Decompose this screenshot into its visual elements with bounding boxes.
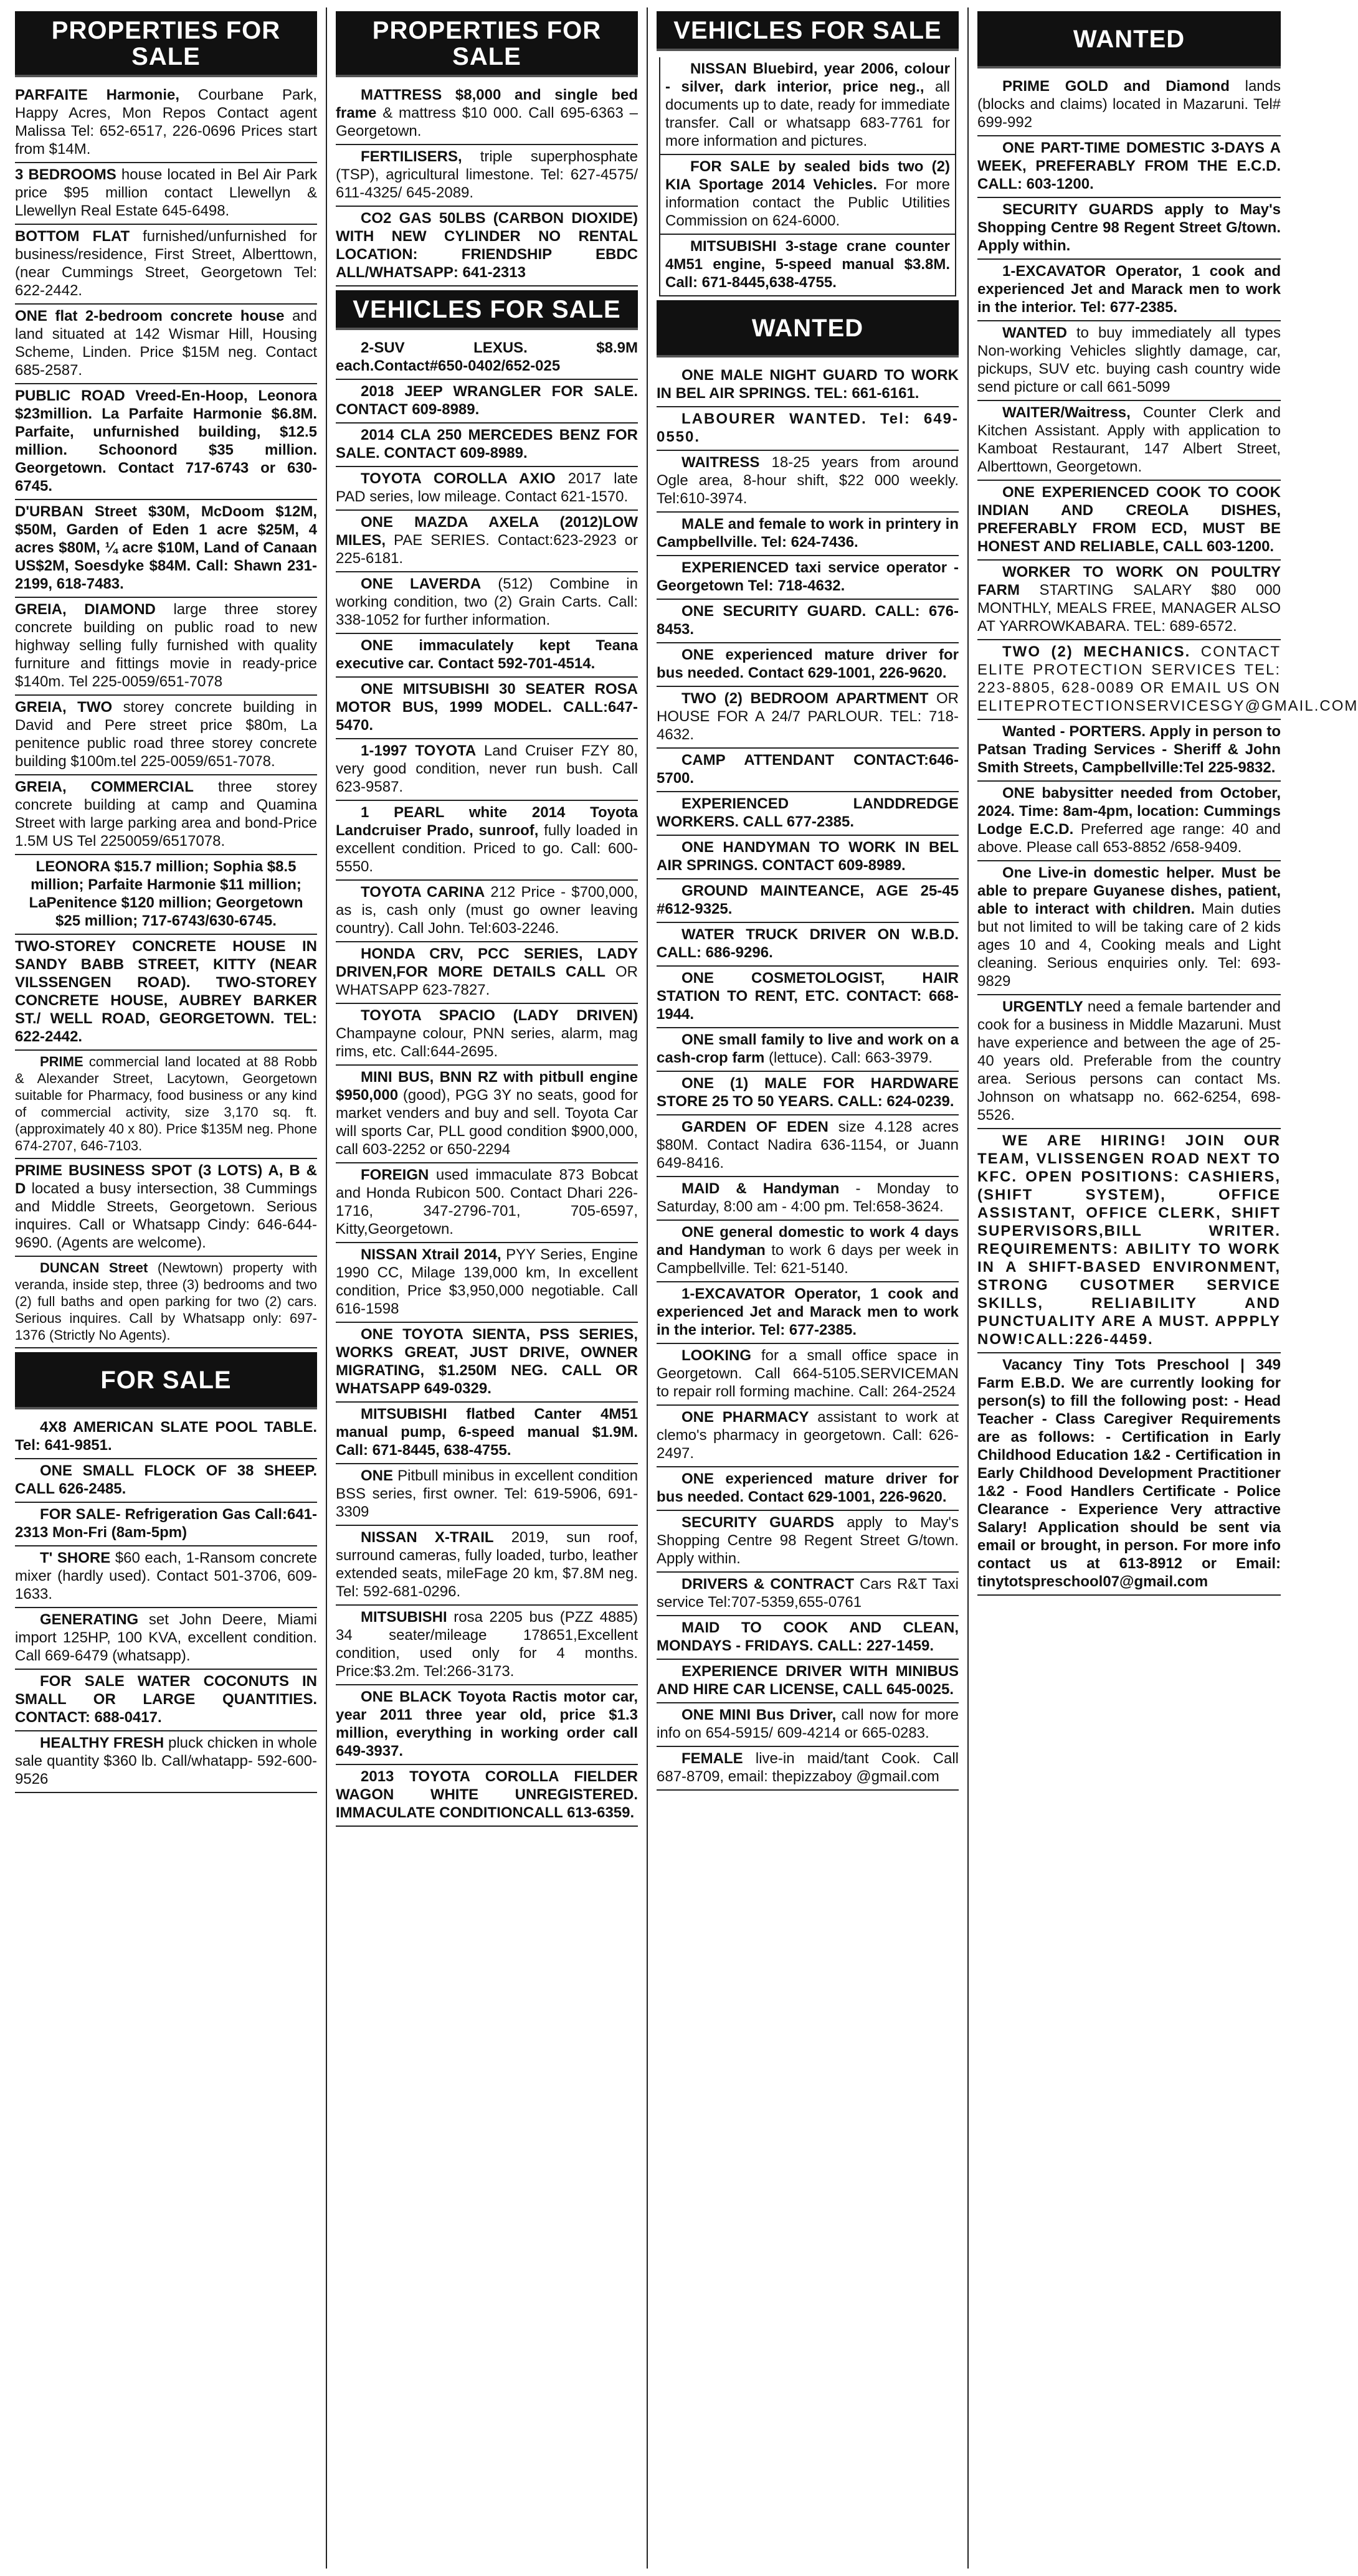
- ad-body-text: live-in maid/tant Cook. Call 687-8709, email: thepizzaboy @gmail.com: [657, 1750, 959, 1785]
- ad-lead-text: NISSAN X-TRAIL: [361, 1529, 494, 1546]
- ad-lead-text: FOR SALE WATER COCONUTS IN SMALL OR LARGE QUANTITIES. CONTACT: 688-0417.: [15, 1673, 317, 1726]
- classified-ad: [336, 1403, 638, 1464]
- ad-body-text: 2019, sun roof, surround cameras, fully loaded, turbo, leather extended seats, mileFage 20 km, $7.8M neg. Tel: 592-681-0296.: [336, 1529, 639, 1600]
- classified-ad: [657, 1221, 959, 1282]
- classified-ad: [336, 1323, 638, 1403]
- classified-ad: [657, 600, 959, 643]
- ad-body-text: (Newtown) property with veranda, inside step, three (3) bedrooms and two (2) full baths and open parking for two (2) cars. Serious inquires. Call by Whatsapp only: 697-1376 (Strictly No Agents).: [15, 1260, 317, 1343]
- classified-ad: [15, 500, 317, 598]
- classified-ad: [336, 1765, 638, 1827]
- ad-body-text: 212 Price - $700,000, as is, cash only (must go owner leaving country). Call John. Tel:603-2246.: [336, 884, 638, 937]
- ad-lead-text: CO2 GAS 50LBS (CARBON DIOXIDE) WITH NEW CYLINDER NO RENTAL LOCATION: FRIENDSHIP EBDC ALL/WHATSAPP: 641-2313: [336, 210, 638, 281]
- ad-body-text: commercial land located at 88 Robb & Alexander Street, Lacytown, Georgetown suitable for Pharmacy, food business or any kind of commercial activity, size 3,170 sq. ft. (approximately 40 x 80). Price $135M neg. Phone 674-2707, 646-7103.: [15, 1054, 317, 1153]
- ad-lead-text: TWO (2) BEDROOM APARTMENT: [681, 690, 929, 707]
- classified-ad: [657, 364, 959, 407]
- classified-ad: [977, 75, 1281, 136]
- ad-lead-text: SECURITY GUARDS: [681, 1514, 835, 1531]
- classified-ad: [336, 207, 638, 286]
- classified-ad: [657, 407, 959, 451]
- ad-lead-text: PRIME GOLD and Diamond: [1002, 78, 1230, 95]
- classified-ad: [336, 942, 638, 1004]
- classified-ad: [15, 1459, 317, 1503]
- classified-ad: [15, 1731, 317, 1793]
- ad-lead-text: 2-SUV LEXUS. $8.9M each.Contact#650-0402/652-025: [336, 339, 638, 374]
- ad-lead-text: EXPERIENCED LANDDREDGE WORKERS. CALL 677-2385.: [657, 795, 959, 830]
- ad-lead-text: 1-1997 TOYOTA: [361, 742, 477, 759]
- ad-body-text: STARTING SALARY $80 000 MONTHLY, MEALS FREE, MANAGER ALSO AT YARROWKABARA. TEL: 689-6572.: [977, 582, 1281, 635]
- ad-lead-text: ONE TOYOTA SIENTA, PSS SERIES, WORKS GREAT, JUST DRIVE, OWNER MIGRATING, $1.250M NEG. CALL OR WHATSAPP 649-0329.: [336, 1326, 638, 1397]
- ad-body-text: lands (blocks and claims) located in Mazaruni. Tel# 699-992: [977, 78, 1281, 131]
- ad-lead-text: PUBLIC ROAD Vreed-En-Hoop, Leonora $23million. La Parfaite Harmonie $6.8M. Parfaite, unfurnished building, $12.5 million. Schoonord $35 million. Georgetown. Contact 717-6743 or 630-6745.: [15, 387, 317, 495]
- classified-ad: [15, 935, 317, 1051]
- classified-ad: [657, 1072, 959, 1115]
- ad-body-text: call now for more info on 654-5915/ 609-4214 or 665-0283.: [657, 1707, 959, 1741]
- ad-body-text: Main duties but not limited to will be taking care of 2 kids ages 10 and 4, Cooking meals and Light cleaning. Serious enquiries only. Tel: 693-9829: [977, 901, 1281, 990]
- ad-lead-text: GENERATING: [40, 1611, 139, 1628]
- ad-body-text: pluck chicken in whole sale quantity $360 lb. Call/whatapp- 592-600-9526: [15, 1735, 318, 1788]
- classified-ad: [657, 836, 959, 879]
- classified-ad: [336, 336, 638, 380]
- section-header: FOR SALE: [15, 1352, 317, 1409]
- classified-ad: [657, 1282, 959, 1344]
- ad-body-text: & mattress $10 000. Call 695-6363 – Georgetown.: [336, 105, 638, 140]
- classified-ad: [336, 380, 638, 424]
- ad-body-text: (512) Combine in working condition, two (2) Grain Carts. Call: 338-1052 for further information.: [336, 575, 638, 628]
- ad-lead-text: 2013 TOYOTA COROLLA FIELDER WAGON WHITE UNREGISTERED. IMMACULATE CONDITIONCALL 613-6359.: [336, 1768, 638, 1821]
- classified-ad: [336, 881, 638, 942]
- ad-body-text: house located in Bel Air Park price $95 million contact Llewellyn & Llewellyn Real Estate 645-6498.: [15, 166, 318, 219]
- ad-lead-text: WAITER/Waitress,: [1002, 404, 1131, 421]
- ad-lead-text: 1-EXCAVATOR Operator, 1 cook and experienced Jet and Marack men to work in the interior. Tel: 677-2385.: [657, 1286, 959, 1338]
- classified-ad: [15, 1546, 317, 1608]
- ad-lead-text: ONE COSMETOLOGIST, HAIR STATION TO RENT, ETC. CONTACT: 668-1944.: [657, 970, 959, 1023]
- ad-lead-text: 1-EXCAVATOR Operator, 1 cook and experienced Jet and Marack men to work in the interior. Tel: 677-2385.: [977, 263, 1281, 316]
- ad-body-text: Pitbull minibus in excellent condition BSS series, first owner. Tel: 619-5906, 691-3309: [336, 1467, 638, 1520]
- ad-lead-text: EXPERIENCE DRIVER WITH MINIBUS AND HIRE CAR LICENSE, CALL 645-0025.: [657, 1663, 959, 1698]
- ad-lead-text: T' SHORE: [40, 1550, 111, 1566]
- ad-lead-text: ONE MITSUBISHI 30 SEATER ROSA MOTOR BUS, 1999 MODEL. CALL:647-5470.: [336, 681, 638, 734]
- classified-ad: [657, 513, 959, 556]
- ad-body-text: apply to May's Shopping Centre 98 Regent Street G/town. Apply within.: [657, 1514, 959, 1567]
- ad-lead-text: One Live-in domestic helper. Must be able to prepare Guyanese dishes, patient, able to interact with children.: [977, 864, 1281, 917]
- ad-lead-text: GREIA, TWO: [15, 699, 113, 716]
- classified-ad: [15, 1670, 317, 1731]
- classified-ad: [336, 572, 638, 634]
- ad-lead-text: 4X8 AMERICAN SLATE POOL TABLE. Tel: 641-9851.: [15, 1419, 317, 1454]
- classified-ad: [977, 198, 1281, 260]
- ad-lead-text: MITSUBISHI 3-stage crane counter 4M51 engine, 5-speed manual $3.8M. Call: 671-8445,638-4755.: [665, 238, 950, 291]
- classified-ad: [657, 1573, 959, 1616]
- ad-body-text: large three storey concrete building on public road to new highway selling fully furnished with quality furniture and fittings movie in ready-price $140m. Tel 225-0059/651-7078: [15, 601, 317, 690]
- classified-ad: [977, 321, 1281, 401]
- ad-lead-text: 2014 CLA 250 MERCEDES BENZ FOR SALE. CONTACT 609-8989.: [336, 427, 638, 462]
- classified-ad: [657, 1660, 959, 1703]
- ad-lead-text: NISSAN Bluebird, year 2006, colour - silver, dark interior, price neg.,: [665, 60, 950, 95]
- ad-body-text: set John Deere, Miami import 125HP, 100 KVA, excellent condition. Call 669-6479 (whatsapp).: [15, 1611, 317, 1664]
- ad-body-text: - Monday to Saturday, 8:00 am - 4:00 pm. Tel:658-3624.: [657, 1180, 959, 1215]
- ad-lead-text: 2018 JEEP WRANGLER FOR SALE. CONTACT 609-8989.: [336, 383, 638, 418]
- classified-ad: [336, 83, 638, 145]
- ad-lead-text: ONE immaculately kept Teana executive car. Contact 592-701-4514.: [336, 637, 638, 672]
- classified-ad: [336, 678, 638, 739]
- ad-body-text: for a small office space in Georgetown. Call 664-5105.SERVICEMAN to repair roll forming machine. Call: 264-2524: [657, 1347, 959, 1400]
- ad-body-text: size 4.128 acres $80M. Contact Nadira 636-1154, or Juann 649-8416.: [657, 1119, 959, 1172]
- classified-ad: [15, 1503, 317, 1546]
- ad-body-text: Counter Clerk and Kitchen Assistant. Apply with application to Kamboat Restaurant, 147 Albert Street, Alberttown, Georgetown.: [977, 404, 1281, 475]
- ad-lead-text: GARDEN OF EDEN: [681, 1119, 829, 1135]
- ad-body-text: fully loaded in excellent condition. Priced to go. Call: 600-5550.: [336, 822, 639, 875]
- ad-body-text: For more information contact the Public Utilities Commission on 624-6000.: [665, 176, 951, 229]
- classified-ad: [657, 879, 959, 923]
- ad-lead-text: HONDA CRV, PCC SERIES, LADY DRIVEN,FOR MORE DETAILS CALL: [336, 945, 638, 980]
- ad-body-text: PYY Series, Engine 1990 CC, Milage 139,000 km, In excellent condition, Price $3,950,000 negotiable. Call 616-1598: [336, 1246, 638, 1317]
- classified-ad: [657, 643, 959, 687]
- ad-lead-text: FERTILISERS,: [361, 148, 462, 165]
- classified-ad: [977, 561, 1281, 640]
- classified-ad: [336, 1066, 638, 1163]
- ad-lead-text: EXPERIENCED taxi service operator - Georgetown Tel: 718-4632.: [657, 559, 959, 594]
- classified-ad: [977, 861, 1281, 995]
- classified-ad: [15, 384, 317, 500]
- classified-ad: [657, 1115, 959, 1177]
- ad-lead-text: ONE SECURITY GUARD. CALL: 676-8453.: [657, 603, 959, 638]
- section-header: VEHICLES FOR SALE: [336, 290, 638, 330]
- ad-body-text: Land Cruiser FZY 80, very good condition, never run bush. Call 623-9587.: [336, 742, 638, 795]
- classified-ad: [977, 481, 1281, 561]
- ad-body-text: rosa 2205 bus (PZZ 4885) 34 seater/mileage 178651,Excellent condition, used only for 4 months. Price:$3.2m. Tel:266-3173.: [336, 1609, 638, 1680]
- ad-lead-text: FOR SALE- Refrigeration Gas Call:641-2313 Mon-Fri (8am-5pm): [15, 1506, 317, 1541]
- ad-lead-text: ONE MAZDA AXELA (2012)LOW MILES,: [336, 514, 638, 549]
- ad-lead-text: ONE EXPERIENCED COOK TO COOK INDIAN AND CREOLA DISHES, PREFERABLY FROM ECD, MUST BE HONEST AND RELIABLE, CALL 603-1200.: [977, 484, 1281, 555]
- ad-lead-text: MINI BUS, BNN RZ with pitbull engine $950,000: [336, 1069, 638, 1104]
- classified-ad: [15, 1257, 317, 1348]
- ad-lead-text: HEALTHY FRESH: [40, 1735, 164, 1751]
- ad-body-text: furnished/unfurnished for business/residence, First Street, Alberttown, (near Cummings Street, Georgetown Tel: 622-2442.: [15, 228, 317, 299]
- ad-body-text: PAE SERIES. Contact:623-2923 or 225-6181.: [336, 532, 638, 567]
- classified-ad: [977, 995, 1281, 1129]
- classified-ad: [657, 556, 959, 600]
- classified-ad: [336, 1163, 638, 1243]
- section-header: WANTED: [657, 300, 959, 358]
- ad-lead-text: LOOKING: [681, 1347, 751, 1364]
- ad-lead-text: ONE experienced mature driver for bus needed. Contact 629-1001, 226-9620.: [657, 646, 959, 681]
- ad-lead-text: D'URBAN Street $30M, McDoom $12M, $50M, Garden of Eden 1 acre $25M, 4 acres $80M, ¼ acre $10M, Land of Canaan US$2M, Soesdyke $84M. Call: Shawn 231-2199, 618-7483.: [15, 503, 317, 592]
- ad-lead-text: LEONORA $15.7 million; Sophia $8.5 million; Parfaite Harmonie $11 million; LaPenitence $120 million; Georgetown $25 million; 717-6743/630-6745.: [29, 858, 303, 929]
- ad-lead-text: ONE babysitter needed from October, 2024. Time: 8am-4pm, location: Cummings Lodge E.C.D.: [977, 785, 1281, 838]
- ad-lead-text: GREIA, DIAMOND: [15, 601, 156, 618]
- section-header: PROPERTIES FOR SALE: [15, 11, 317, 77]
- ad-lead-text: ONE LAVERDA: [361, 575, 482, 592]
- classified-ad: [657, 967, 959, 1028]
- ad-body-text: to work 6 days per week in Campbellville. Tel: 621-5140.: [657, 1242, 959, 1277]
- classified-ad: [15, 1159, 317, 1257]
- ad-lead-text: TOYOTA CARINA: [361, 884, 485, 901]
- ad-lead-text: ONE experienced mature driver for bus needed. Contact 629-1001, 226-9620.: [657, 1470, 959, 1505]
- classified-column: [971, 7, 1358, 2569]
- ad-lead-text: GROUND MAINTEANCE, AGE 25-45 #612-9325.: [657, 883, 959, 917]
- ad-lead-text: ONE small family to live and work on a cash-crop farm: [657, 1031, 959, 1066]
- classified-column: [330, 7, 648, 2569]
- classified-ad: [336, 1004, 638, 1066]
- ad-body-text: Cars R&T Taxi service Tel:707-5359,655-0761: [657, 1576, 959, 1611]
- ad-body-text: CONTACT ELITE PROTECTION SERVICES TEL: 223-8805, 628-0089 OR EMAIL US ON ELITEPROTECTIONSERVICESGY@GMAIL.COM: [977, 643, 1358, 714]
- ad-lead-text: DUNCAN Street: [40, 1260, 148, 1276]
- classified-ad: [657, 1703, 959, 1747]
- classified-ad: [657, 923, 959, 967]
- ad-lead-text: MATTRESS $8,000 and single bed frame: [336, 87, 638, 121]
- ad-lead-text: MALE and female to work in printery in Campbellville. Tel: 624-7436.: [657, 516, 959, 551]
- ad-lead-text: SECURITY GUARDS apply to May's Shopping Centre 98 Regent Street G/town. Apply within.: [977, 201, 1281, 254]
- classified-column: [650, 7, 969, 2569]
- ad-lead-text: Wanted - PORTERS. Apply in person to Patsan Trading Services - Sheriff & John Smith Streets, Campbellville:Tel 225-9832.: [977, 723, 1281, 776]
- classified-ad: [15, 163, 317, 225]
- ad-body-text: Courbane Park, Happy Acres, Mon Repos Contact agent Malissa Tel: 652-6517, 226-0696 Prices start from $14M.: [15, 87, 317, 158]
- ad-body-text: (lettuce). Call: 663-3979.: [764, 1049, 933, 1066]
- ad-lead-text: GREIA, COMMERCIAL: [15, 779, 194, 795]
- ad-lead-text: ONE BLACK Toyota Ractis motor car, year 2011 three year old, price $1.3 million, everything in working order call 649-3937.: [336, 1688, 638, 1759]
- classified-ad: [657, 1511, 959, 1573]
- classified-ad: [15, 1608, 317, 1670]
- ad-lead-text: ONE PHARMACY: [681, 1409, 809, 1426]
- ad-body-text: triple superphosphate (TSP), agricultural limestone. Tel: 627-4575/ 611-4325/ 645-2089.: [336, 148, 638, 201]
- ad-lead-text: Vacancy Tiny Tots Preschool | 349 Farm E.B.D. We are currently looking for person(s) to fill the following post: - Head Teacher - Class Caregiver Requirements are as follows: - Certification in Early Childhood Education 1&2 - Certification in Early Childhood Development Practitioner 1&2 - Food Handlers Certificate - Police Clearance - Experience Very attractive Salary! Application should be sent via email or brought, in person. For more info contact us at 613-8912 or Email: tinytotspreschool07@gmail.com: [977, 1357, 1281, 1590]
- ad-lead-text: ONE (1) MALE FOR HARDWARE STORE 25 TO 50 YEARS. CALL: 624-0239.: [657, 1075, 959, 1110]
- ad-lead-text: FEMALE: [681, 1750, 743, 1767]
- ad-lead-text: MITSUBISHI: [361, 1609, 447, 1626]
- ad-lead-text: TOYOTA COROLLA AXIO: [361, 470, 556, 487]
- classified-ad: [657, 749, 959, 792]
- ad-body-text: to buy immediately all types Non-working Vehicles slightly damage, car, pickups, SUV etc. buying cash country wide send picture or call 661-5099: [977, 324, 1281, 395]
- classified-ad: [657, 1344, 959, 1406]
- classified-ad: [977, 720, 1281, 782]
- classified-ad: [336, 801, 638, 881]
- classified-column: [9, 7, 327, 2569]
- classified-ad: [336, 634, 638, 678]
- ad-body-text: Preferred age range: 40 and above. Please call 653-8852 /658-9409.: [977, 821, 1281, 856]
- ad-lead-text: ONE general domestic to work 4 days and Handyman: [657, 1224, 959, 1259]
- ad-lead-text: ONE SMALL FLOCK OF 38 SHEEP. CALL 626-2485.: [15, 1462, 317, 1497]
- ad-lead-text: ONE: [361, 1467, 394, 1484]
- ad-lead-text: MAID & Handyman: [681, 1180, 840, 1197]
- classified-ad: [336, 1464, 638, 1526]
- classified-ad: [336, 424, 638, 467]
- ad-lead-text: 3 BEDROOMS: [15, 166, 116, 183]
- ad-lead-text: TWO-STOREY CONCRETE HOUSE IN SANDY BABB STREET, KITTY (NEAR VILSSENGEN ROAD). TWO-STOREY CONCRETE HOUSE, AUBREY BARKER ST./ WELL ROAD, GEORGETOWN. TEL: 622-2442.: [15, 938, 317, 1045]
- ad-body-text: 18-25 years from around Ogle area, 8-hour shift, $22 000 weekly. Tel:610-3974.: [657, 454, 959, 507]
- classified-ad: [977, 640, 1358, 720]
- ad-body-text: 2017 late PAD series, low mileage. Contact 621-1570.: [336, 470, 638, 505]
- classified-ad: [15, 775, 317, 855]
- classified-ad: [977, 1353, 1281, 1596]
- classified-ad: [336, 1606, 638, 1685]
- ad-body-text: all documents up to date, ready for immediate transfer. Call or whatsapp 683-7761 for more information and pictures.: [665, 78, 950, 149]
- ad-lead-text: FOREIGN: [361, 1167, 429, 1183]
- ad-lead-text: PRIME BUSINESS SPOT (3 LOTS) A, B & D: [15, 1162, 317, 1197]
- ad-lead-text: WAITRESS: [681, 454, 760, 471]
- classified-ad: [15, 225, 317, 305]
- ad-lead-text: WATER TRUCK DRIVER ON W.B.D. CALL: 686-9296.: [657, 926, 959, 961]
- classified-ad: [336, 1243, 638, 1323]
- classified-ad: [15, 855, 317, 935]
- classified-ad: [977, 260, 1281, 321]
- classified-ad: [659, 57, 956, 155]
- ad-body-text: OR WHATSAPP 623-7827.: [336, 964, 638, 998]
- ad-body-text: assistant to work at clemo's pharmacy in georgetown. Call: 626-2497.: [657, 1409, 959, 1462]
- classified-ad: [659, 235, 956, 296]
- section-header: PROPERTIES FOR SALE: [336, 11, 638, 77]
- classified-ad: [657, 1406, 959, 1467]
- ad-body-text: OR HOUSE FOR A 24/7 PARLOUR. TEL: 718-4632.: [657, 690, 959, 743]
- classified-ad: [336, 511, 638, 572]
- ad-lead-text: MAID TO COOK AND CLEAN, MONDAYS - FRIDAYS. CALL: 227-1459.: [657, 1619, 959, 1654]
- ad-lead-text: ONE MALE NIGHT GUARD TO WORK IN BEL AIR SPRINGS. TEL: 661-6161.: [657, 367, 959, 402]
- classified-ad: [657, 792, 959, 836]
- classified-ad: [15, 1416, 317, 1459]
- classified-ad: [977, 401, 1281, 481]
- classified-ad: [657, 1467, 959, 1511]
- ad-lead-text: ONE HANDYMAN TO WORK IN BEL AIR SPRINGS. CONTACT 609-8989.: [657, 839, 959, 874]
- ad-lead-text: MITSUBISHI flatbed Canter 4M51 manual pump, 6-speed manual $1.9M. Call: 671-8445, 638-4755.: [336, 1406, 638, 1459]
- ad-lead-text: NISSAN Xtrail 2014,: [361, 1246, 501, 1263]
- classified-ad: [977, 1129, 1281, 1353]
- classified-ad: [657, 1028, 959, 1072]
- classified-ad: [336, 145, 638, 207]
- classified-ad: [336, 1526, 638, 1606]
- ad-body-text: located a busy intersection, 38 Cummings and Middle Streets, Georgetown. Serious inquires. Call or Whatsapp Cindy: 646-644-9690. (Agents are welcome).: [15, 1180, 317, 1251]
- ad-lead-text: TWO (2) MECHANICS.: [1002, 643, 1191, 660]
- classified-ad: [336, 467, 638, 511]
- ad-lead-text: CAMP ATTENDANT CONTACT:646-5700.: [657, 752, 959, 787]
- ad-lead-text: FOR SALE by sealed bids two (2) KIA Sportage 2014 Vehicles.: [665, 158, 950, 193]
- ad-lead-text: WANTED: [1002, 324, 1067, 341]
- ad-body-text: and land situated at 142 Wismar Hill, Housing Scheme, Linden. Price $15M neg. Contact 685-2587.: [15, 308, 318, 379]
- ad-lead-text: WE ARE HIRING! JOIN OUR TEAM, VLISSENGEN ROAD NEXT TO KFC. OPEN POSITIONS: CASHIERS, (SHIFT SYSTEM), OFFICE ASSISTANT, OFFICE CLERK, SHIFT SUPERVISORS,BILL WRITER. REQUIREMENTS: ABILITY TO WORK IN A SHIFT-BASED ENVIRONMENT, STRONG CUSOTMER SERVICE SKILLS, RELIABILITY AND PUNCTUALITY ARE A MUST. APPPLY NOW!CALL:226-4459.: [977, 1132, 1281, 1348]
- classified-ad: [336, 1685, 638, 1765]
- classifieds-page: [9, 7, 1358, 2569]
- classified-ad: [977, 136, 1281, 198]
- classified-ad: [15, 1051, 317, 1159]
- ad-body-text: used immaculate 873 Bobcat and Honda Rubicon 500. Contact Dhari 226-1716, 347-2796-701, 705-6597, Kitty,Georgetown.: [336, 1167, 638, 1238]
- ad-body-text: storey concrete building in David and Pere street price $80m, La penitence public road three storey concrete building $100m.tel 225-0059/651-7078.: [15, 699, 318, 770]
- classified-ad: [657, 1747, 959, 1791]
- classified-ad: [15, 598, 317, 696]
- section-header: VEHICLES FOR SALE: [657, 11, 959, 51]
- ad-lead-text: ONE MINI Bus Driver,: [681, 1707, 837, 1723]
- ad-lead-text: LABOURER WANTED. Tel: 649-0550.: [657, 410, 959, 445]
- classified-ad: [15, 305, 317, 384]
- ad-lead-text: TOYOTA SPACIO (LADY DRIVEN): [361, 1007, 638, 1024]
- classified-ad: [977, 782, 1281, 861]
- ad-lead-text: PARFAITE Harmonie,: [15, 87, 180, 103]
- ad-lead-text: URGENTLY: [1002, 998, 1083, 1015]
- ad-lead-text: BOTTOM FLAT: [15, 228, 130, 245]
- ad-body-text: three storey concrete building at camp and Quamina Street with large parking area and bond-Price 1.5M US Tel 2250059/6517078.: [15, 779, 317, 850]
- classified-ad: [15, 83, 317, 163]
- classified-ad: [657, 451, 959, 513]
- classified-ad: [659, 155, 956, 235]
- classified-ad: [657, 687, 959, 749]
- ad-body-text: $60 each, 1-Ransom concrete mixer (hardly used). Contact 501-3706, 609-1633.: [15, 1550, 318, 1603]
- ad-body-text: need a female bartender and cook for a business in Middle Mazaruni. Must have experience and between the age of 25-40 years old. Preferable from the country area. Serious persons can contact Ms. Johnson on whatsapp no. 662-6254, 698-5526.: [977, 998, 1281, 1124]
- ad-lead-text: ONE PART-TIME DOMESTIC 3-DAYS A WEEK, PREFERABLY FROM THE E.C.D. CALL: 603-1200.: [977, 140, 1281, 192]
- ad-lead-text: ONE flat 2-bedroom concrete house: [15, 308, 285, 324]
- ad-body-text: Champayne colour, PNN series, alarm, mag rims, etc. Call:644-2695.: [336, 1025, 638, 1060]
- ad-lead-text: PRIME: [40, 1054, 83, 1069]
- ad-lead-text: WORKER TO WORK ON POULTRY FARM: [977, 564, 1281, 599]
- section-header: WANTED: [977, 11, 1281, 69]
- ad-lead-text: DRIVERS & CONTRACT: [681, 1576, 854, 1593]
- ad-lead-text: 1 PEARL white 2014 Toyota Landcruiser Prado, sunroof,: [336, 804, 638, 839]
- ad-body-text: (good), PGG 3Y no seats, good for market venders and buy and sell. Toyota Car will sports Car, PLL good condition $900,000, call 603-2252 or 650-2294: [336, 1087, 638, 1158]
- classified-ad: [657, 1616, 959, 1660]
- classified-ad: [657, 1177, 959, 1221]
- classified-ad: [336, 739, 638, 801]
- classified-ad: [15, 696, 317, 775]
